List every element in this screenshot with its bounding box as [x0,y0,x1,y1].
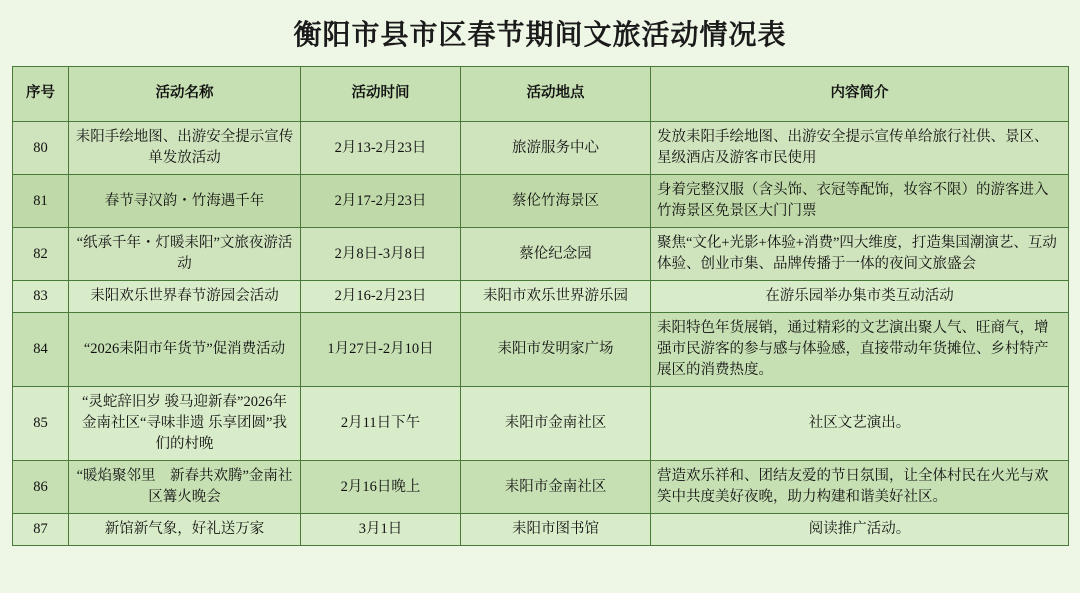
cell-activity-place: 旅游服务中心 [461,122,651,175]
cell-activity-place: 耒阳市欢乐世界游乐园 [461,281,651,313]
cell-description: 阅读推广活动。 [651,514,1069,546]
cell-activity-time: 2月16日晚上 [301,461,461,514]
cell-activity-place: 耒阳市金南社区 [461,461,651,514]
cell-activity-place: 耒阳市图书馆 [461,514,651,546]
cell-index: 85 [13,387,69,461]
table-row [13,228,1069,281]
cell-activity-time: 2月13-2月23日 [301,122,461,175]
table-row [13,175,1069,228]
cell-index: 81 [13,175,69,228]
cell-activity-time: 2月11日下午 [301,387,461,461]
column-header-description: 内容简介 [651,67,1069,122]
cell-index: 82 [13,228,69,281]
cell-description: 发放耒阳手绘地图、出游安全提示宣传单给旅行社供、景区、星级酒店及游客市民使用 [651,122,1069,175]
cell-activity-time: 2月8日-3月8日 [301,228,461,281]
table-row [13,313,1069,387]
cell-activity-place: 蔡伦纪念园 [461,228,651,281]
table-body [13,122,1069,546]
cell-index: 84 [13,313,69,387]
cell-description: 在游乐园举办集市类互动活动 [651,281,1069,313]
page-title: 衡阳市县市区春节期间文旅活动情况表 [293,20,787,51]
cell-description: 社区文艺演出。 [651,387,1069,461]
cell-index: 80 [13,122,69,175]
cell-index: 83 [13,281,69,313]
cell-activity-place: 耒阳市金南社区 [461,387,651,461]
column-header-activity-place: 活动地点 [461,67,651,122]
cell-activity-name: 春节寻汉韵・竹海遇千年 [69,175,301,228]
cell-index: 86 [13,461,69,514]
cell-activity-name: “灵蛇辞旧岁 骏马迎新春”2026年金南社区“寻味非遗 乐享团圆”我们的村晚 [69,387,301,461]
cell-description: 营造欢乐祥和、团结友爱的节日氛围，让全体村民在火光与欢笑中共度美好夜晚，助力构建和谐美好社区。 [651,461,1069,514]
cell-activity-name: 耒阳欢乐世界春节游园会活动 [69,281,301,313]
cell-activity-name: “暖焰聚邻里 新春共欢腾”金南社区篝火晚会 [69,461,301,514]
cell-activity-name: “2026耒阳市年货节”促消费活动 [69,313,301,387]
cell-description: 身着完整汉服（含头饰、衣冠等配饰，妆容不限）的游客进入竹海景区免景区大门门票 [651,175,1069,228]
cell-activity-time: 3月1日 [301,514,461,546]
cell-activity-name: “纸承千年・灯暖耒阳”文旅夜游活动 [69,228,301,281]
cell-activity-place: 耒阳市发明家广场 [461,313,651,387]
table-row [13,281,1069,313]
activity-table [12,66,1069,546]
column-header-index: 序号 [13,67,69,122]
cell-activity-time: 2月17-2月23日 [301,175,461,228]
cell-activity-time: 2月16-2月23日 [301,281,461,313]
table-row [13,461,1069,514]
cell-description: 耒阳特色年货展销，通过精彩的文艺演出聚人气、旺商气，增强市民游客的参与感与体验感，直接带动年货摊位、乡村特产展区的消费热度。 [651,313,1069,387]
table-header [13,67,1069,122]
cell-description: 聚焦“文化+光影+体验+消费”四大维度，打造集国潮演艺、互动体验、创业市集、品牌传播于一体的夜间文旅盛会 [651,228,1069,281]
cell-activity-name: 新馆新气象，好礼送万家 [69,514,301,546]
column-header-activity-name: 活动名称 [69,67,301,122]
column-header-activity-time: 活动时间 [301,67,461,122]
table-row [13,514,1069,546]
table-header-row [13,67,1069,122]
document-title-bar [0,0,1080,66]
cell-activity-name: 耒阳手绘地图、出游安全提示宣传单发放活动 [69,122,301,175]
cell-index: 87 [13,514,69,546]
table-row [13,387,1069,461]
cell-activity-time: 1月27日-2月10日 [301,313,461,387]
table-row [13,122,1069,175]
cell-activity-place: 蔡伦竹海景区 [461,175,651,228]
